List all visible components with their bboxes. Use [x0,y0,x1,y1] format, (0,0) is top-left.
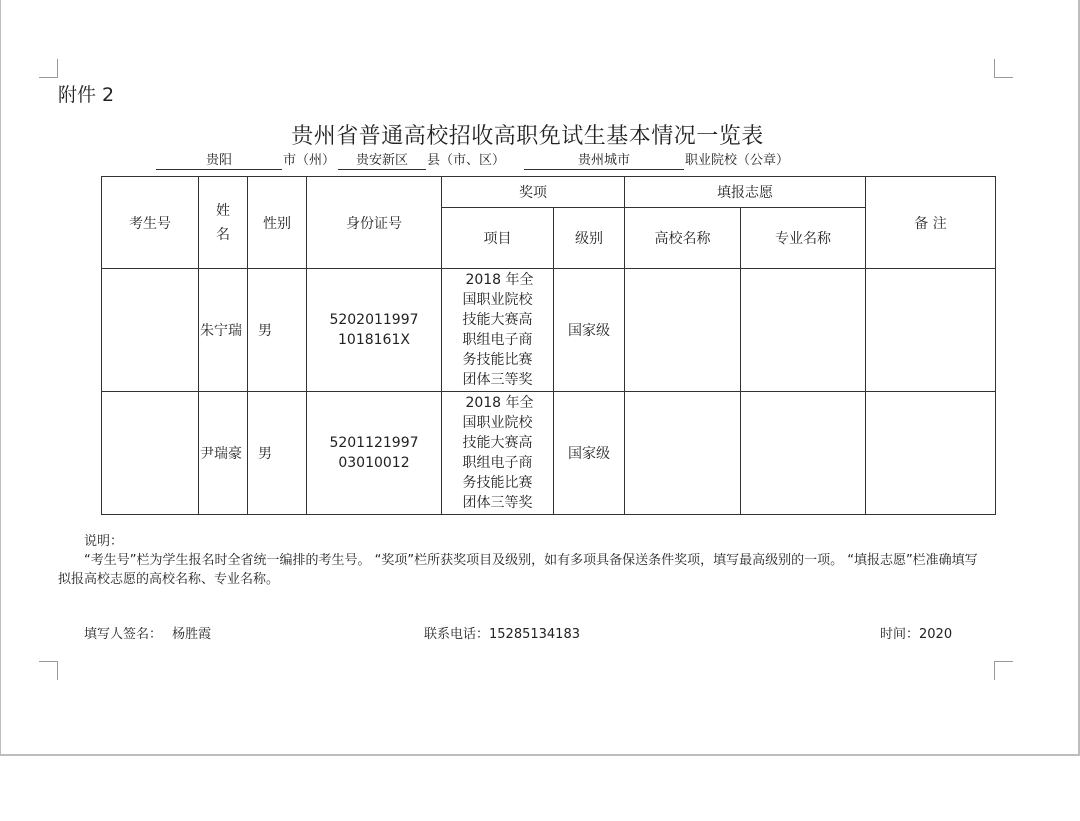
cell-major-name [741,269,866,392]
cell-award-item [442,392,554,515]
cell-exam-id [102,269,199,392]
candidate-table [101,176,996,515]
header-award: 奖项 [442,177,625,208]
time-field [880,623,952,642]
phone-label: 联系电话： [424,627,490,642]
header-id-number: 身份证号 [307,177,442,269]
award-line: 国职业院校 [462,292,533,308]
county-field: 贵安新区 [338,152,426,170]
id-line-2: 1018161X [338,332,410,348]
next-page-area [0,756,1080,821]
award-line: 技能大赛高 [462,435,533,451]
header-exam-id: 考生号 [102,177,199,269]
header-award-item: 项目 [442,208,554,269]
award-line: 务技能比赛 [462,352,533,368]
cell-name: 尹瑞豪 [199,392,248,515]
cell-remarks [866,269,996,392]
award-line: 团体三等奖 [462,372,533,388]
cell-id-number [307,392,442,515]
city-field: 贵阳 [156,152,282,170]
cell-name: 朱宁瑞 [199,269,248,392]
location-line [0,152,1080,172]
cell-award-level: 国家级 [554,269,625,392]
award-line: 职组电子商 [462,332,533,348]
id-line-2: 03010012 [338,455,410,471]
award-line: 国职业院校 [462,415,533,431]
header-major-name: 专业名称 [741,208,866,269]
city-suffix: 市（州） [283,153,336,168]
header-preference: 填报志愿 [625,177,866,208]
attachment-label: 附件 2 [58,84,115,106]
crop-mark-bottom-left [39,661,58,680]
award-line: 务技能比赛 [462,475,533,491]
filler-label: 填写人签名： [84,627,163,642]
cell-school-name [625,392,741,515]
time-value: 2020 [919,627,953,642]
cell-exam-id [102,392,199,515]
header-award-level: 级别 [554,208,625,269]
cell-remarks [866,392,996,515]
cell-major-name [741,392,866,515]
award-line: 技能大赛高 [462,312,533,328]
header-name-text: 姓名 [216,202,230,243]
cell-award-level: 国家级 [554,392,625,515]
award-line: 职组电子商 [462,455,533,471]
filler-name: 杨胜霞 [172,627,212,642]
cell-gender: 男 [248,269,307,392]
award-line: 团体三等奖 [462,495,533,511]
cell-school-name [625,269,741,392]
notes-heading: 说明： [84,534,124,549]
school-suffix: 职业院校（公章） [685,153,790,168]
crop-mark-top-right [994,59,1013,78]
notes-body: “考生号”栏为学生报名时全省统一编排的考生号。 “奖项”栏所获奖项目及级别，如有多项具备保送条件奖项，填写最高级别的一项。 “填报志愿”栏准确填写拟报高校志愿的高校名称、专业名称。 [58,553,978,587]
id-line-1: 5201121997 [329,435,419,451]
table-row [102,269,996,392]
header-gender: 性别 [248,177,307,269]
header-name [199,177,248,269]
phone-contact [424,623,580,642]
header-school-name: 高校名称 [625,208,741,269]
award-line: 2018 年全 [465,395,534,411]
county-suffix: 县（市、区） [427,153,506,168]
cell-award-item [442,269,554,392]
table-row [102,392,996,515]
school-field: 贵州城市 [524,152,684,170]
page-left-edge [0,0,1,755]
cell-id-number [307,269,442,392]
header-remarks: 备 注 [866,177,996,269]
cell-gender: 男 [248,392,307,515]
crop-mark-top-left [39,59,58,78]
document-title: 贵州省普通高校招收高职免试生基本情况一览表 [291,124,764,149]
filler-signature [84,623,211,642]
award-line: 2018 年全 [465,272,534,288]
id-line-1: 5202011997 [329,312,419,328]
phone-number: 15285134183 [489,627,580,642]
crop-mark-bottom-right [994,661,1013,680]
time-label: 时间： [880,627,920,642]
